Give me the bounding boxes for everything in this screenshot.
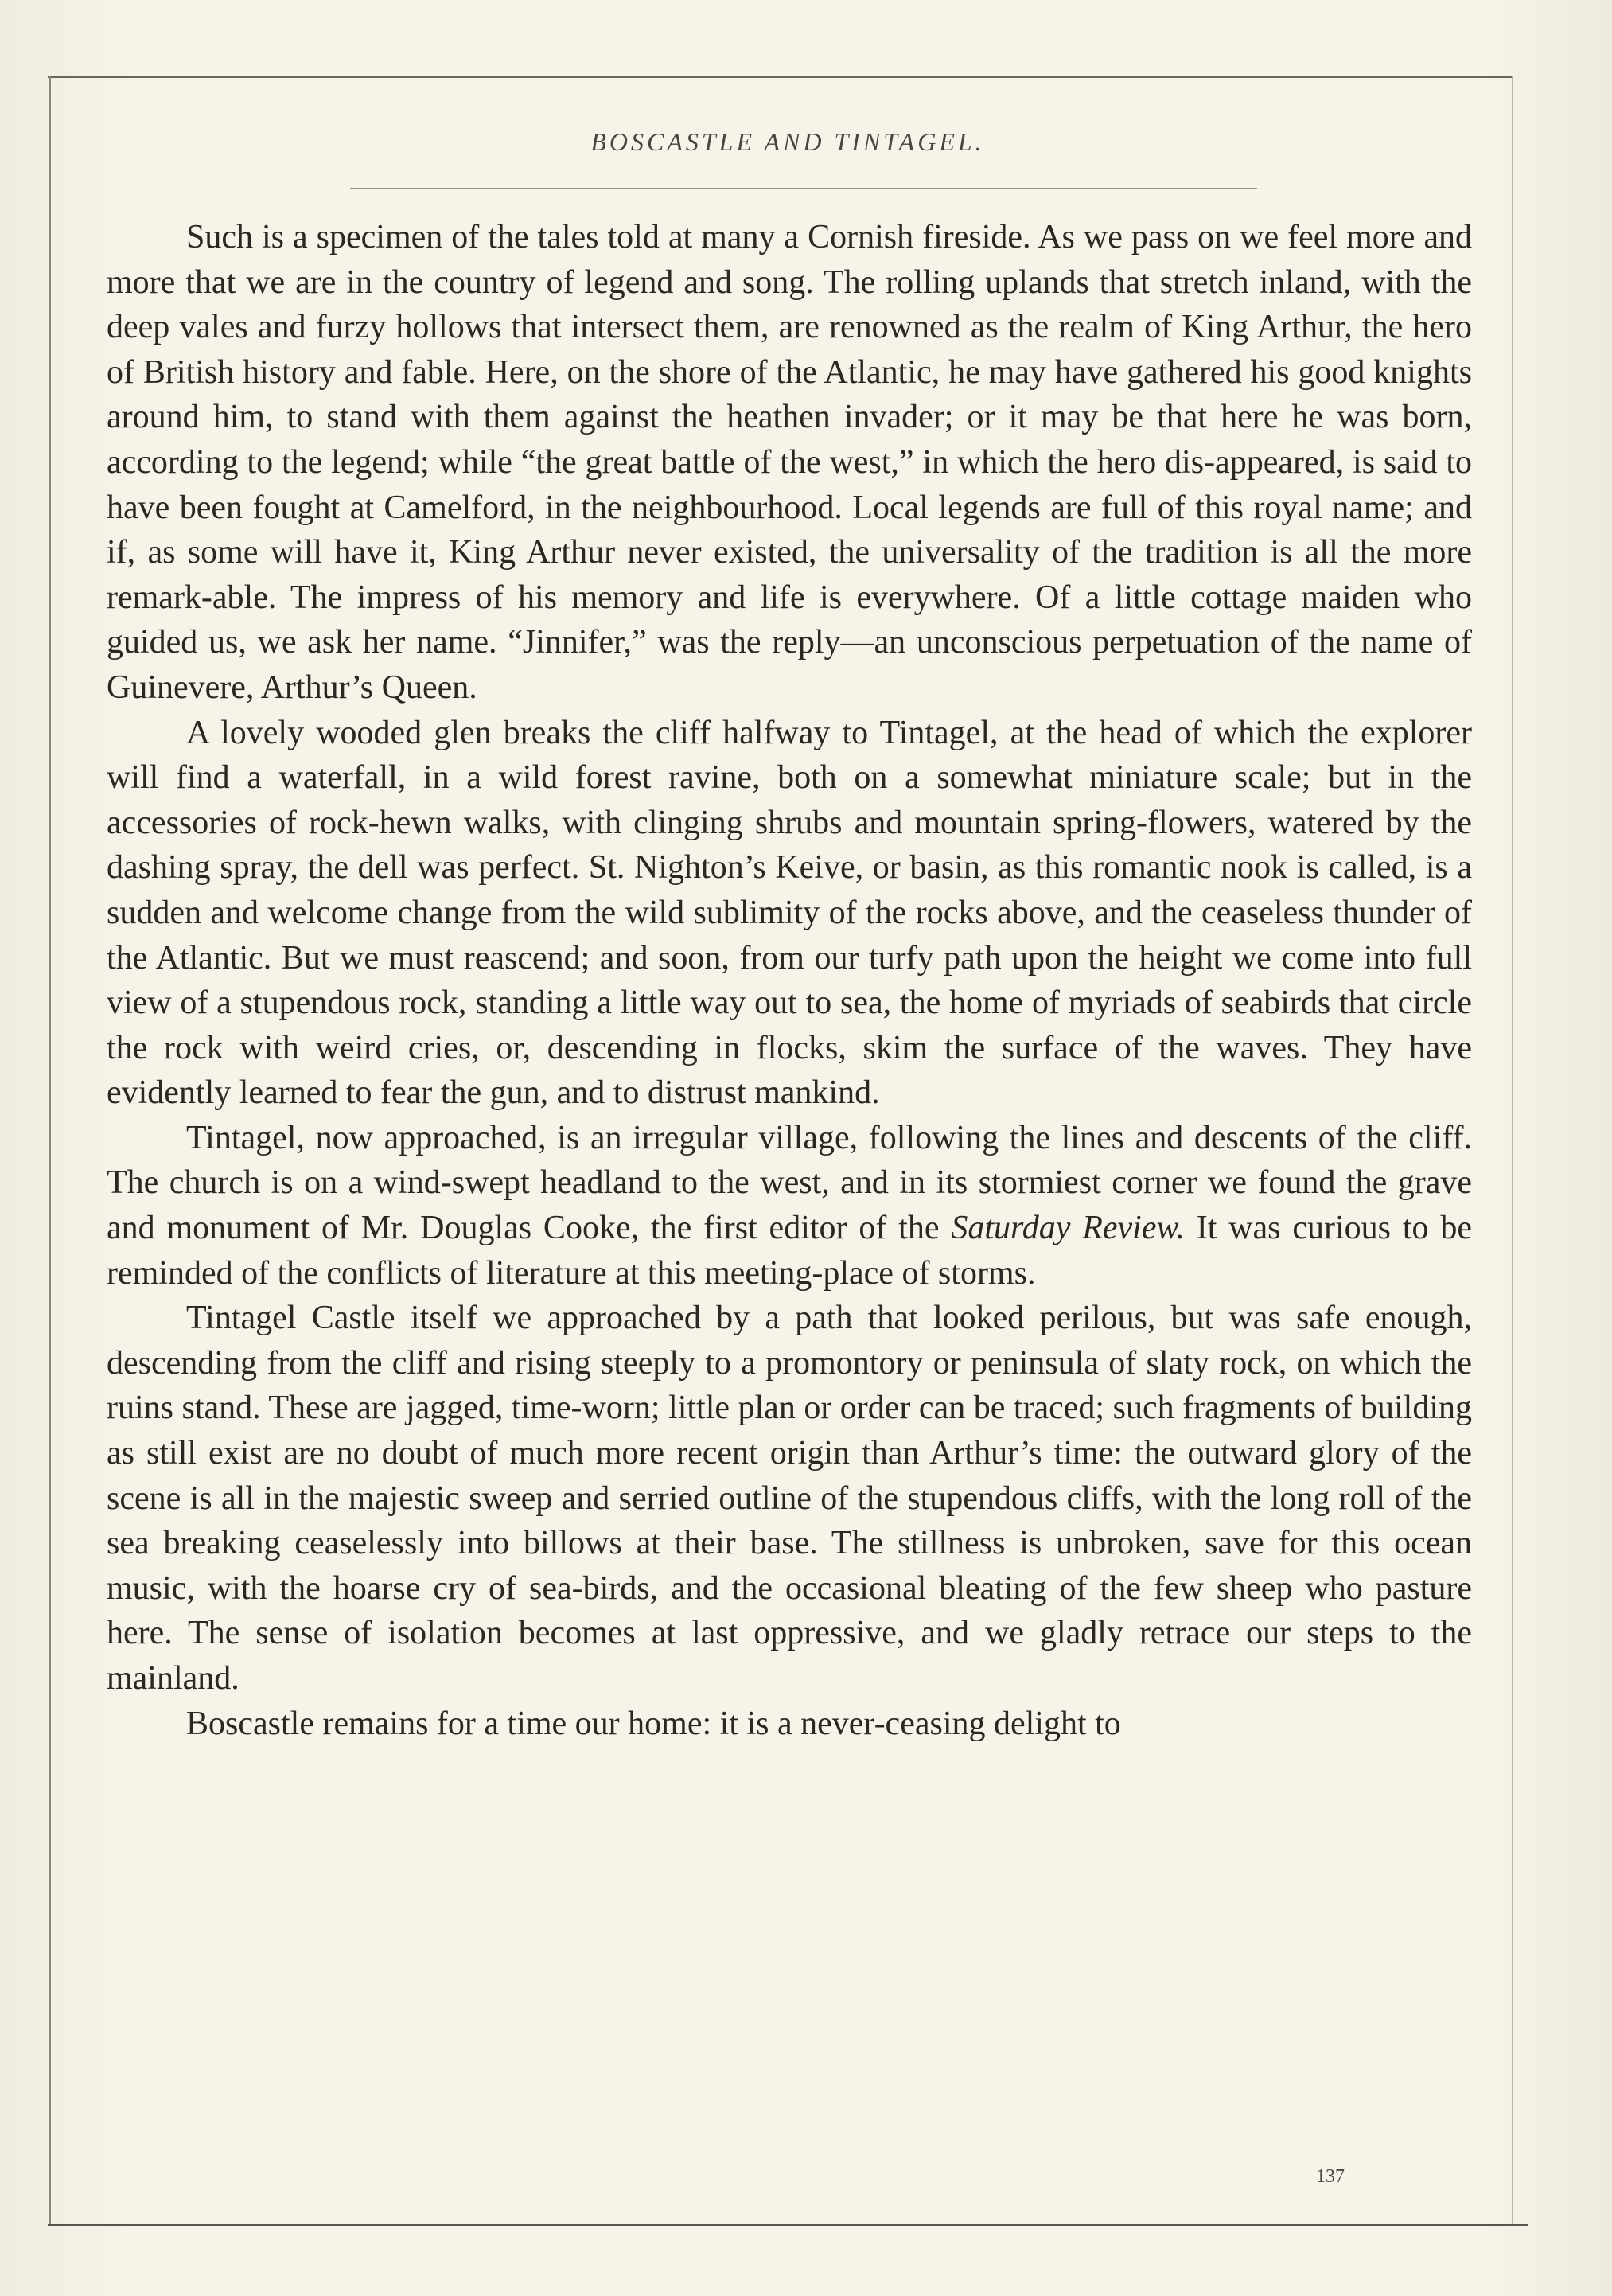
top-border-rule xyxy=(48,76,1512,78)
publication-title: Saturday Review. xyxy=(951,1210,1185,1247)
left-border-rule xyxy=(49,76,51,2225)
paragraph-3 xyxy=(107,1116,1472,1296)
paragraph-3-text-a: Tintagel, now approached, is an irregular village, following the lines and descents of the cliff. The church is on a wind-swept headland to the west, and in its stormiest corner we found the grave and monument of Mr. Douglas Cooke, the first editor of the xyxy=(107,1119,1472,1247)
paragraph-1: Such is a specimen of the tales told at many a Cornish fireside. As we pass on we feel more and more that we are in the country of legend and song. The rolling uplands that stretch inland, with the deep vales and furzy hollows that intersect them, are renowned as the realm of King Arthur, the hero of British history and fable. Here, on the shore of the Atlantic, he may have gathered his good knights around him, to stand with them against the heathen invader; or it may be that here he was born, according to the legend; while “the great battle of the west,” in which the hero dis-appeared, is said to have been fought at Camelford, in the neighbourhood. Local legends are full of this royal name; and if, as some will have it, King Arthur never existed, the universality of the tradition is all the more remark-able. The impress of his memory and life is everywhere. Of a little cottage maiden who guided us, we ask her name. “Jinnifer,” was the reply—an unconscious perpetuation of the name of Guinevere, Arthur’s Queen. xyxy=(107,219,1472,706)
paragraph-3-text-b: It was curious to be reminded of the conflicts of literature at this meeting-place of storms. xyxy=(107,1210,1472,1292)
paragraph-2: A lovely wooded glen breaks the cliff halfway to Tintagel, at the head of which the explorer will find a waterfall, in a wild forest ravine, both on a somewhat miniature scale; but in the accessories of rock-hewn walks, with clinging shrubs and mountain spring-flowers, watered by the dashing spray, the dell was perfect. St. Nighton’s Keive, or basin, as this romantic nook is called, is a sudden and welcome change from the wild sublimity of the rocks above, and the ceaseless thunder of the Atlantic. But we must reascend; and soon, from our turfy path upon the height we come into full view of a stupendous rock, standing a little way out to sea, the home of myriads of seabirds that circle the rock with weird cries, or, descending in flocks, skim the surface of the waves. They have evidently learned to fear the gun, and to distrust mankind. xyxy=(107,714,1472,1112)
page-number: 137 xyxy=(1316,2166,1345,2187)
right-border-rule xyxy=(1512,76,1513,2225)
paragraph-4: Tintagel Castle itself we approached by a path that looked perilous, but was safe enough, descending from the cliff and rising steeply to a promontory or peninsula of slaty rock, on which the ruins stand. These are jagged, time-worn; little plan or order can be traced; such fragments of building as still exist are no doubt of much more recent origin than Arthur’s time: the outward glory of the scene is all in the majestic sweep and serried outline of the stupendous cliffs, with the long roll of the sea breaking ceaselessly into billows at their base. The stillness is unbroken, save for this ocean music, with the hoarse cry of sea-birds, and the occasional bleating of the few sheep who pasture here. The sense of isolation becomes at last oppressive, and we gladly retrace our steps to the mainland. xyxy=(107,1300,1473,1697)
body-text xyxy=(107,215,1472,1746)
bottom-border-rule xyxy=(48,2224,1528,2226)
header-divider xyxy=(350,188,1257,189)
paragraph-5: Boscastle remains for a time our home: it is a never-ceasing delight to xyxy=(186,1705,1121,1742)
running-header: BOSCASTLE AND TINTAGEL. xyxy=(590,127,985,156)
